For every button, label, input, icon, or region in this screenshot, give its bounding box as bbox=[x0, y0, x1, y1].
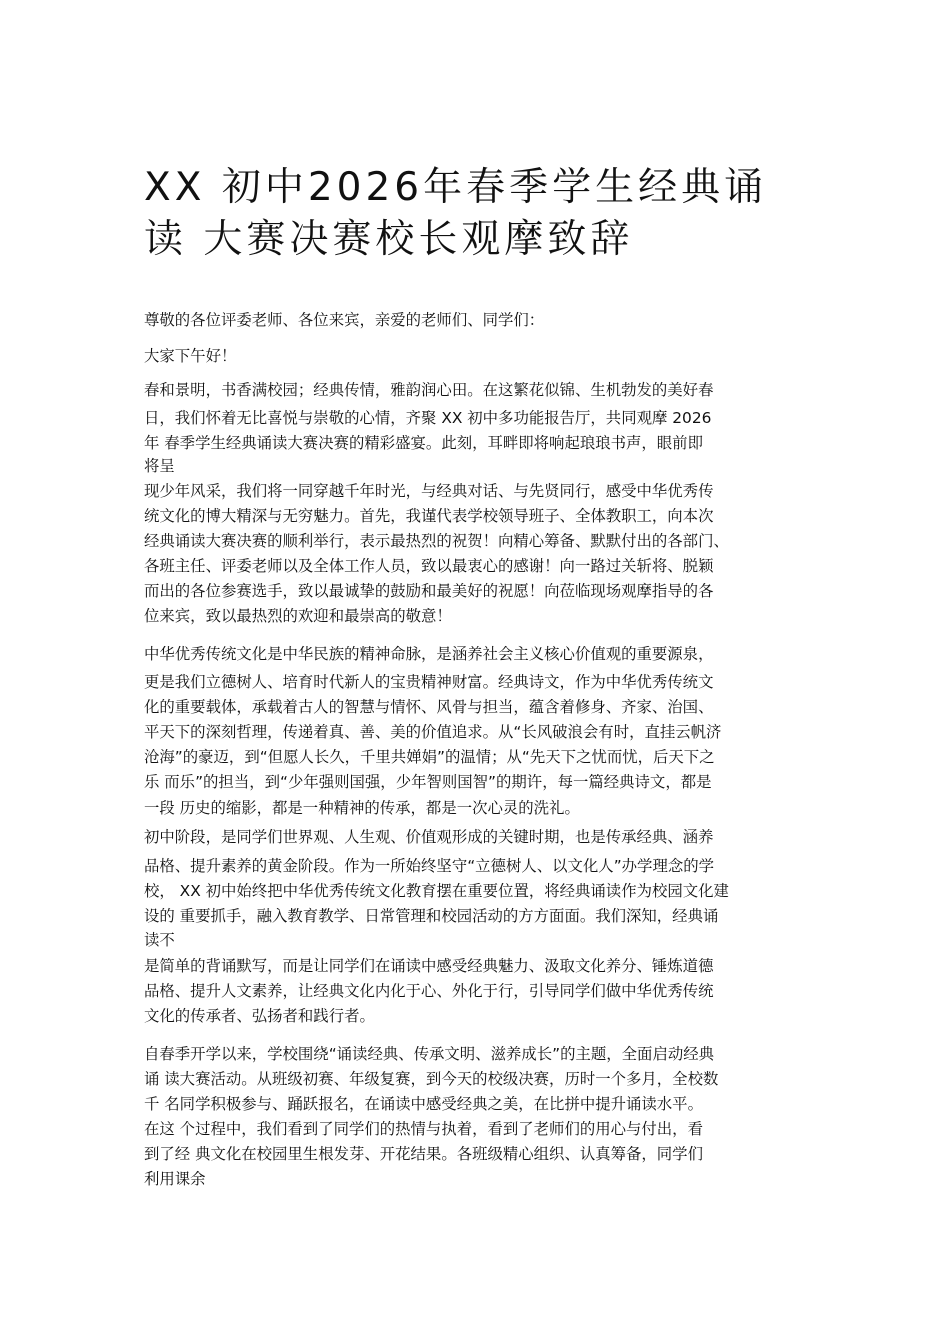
text-line: 中华优秀传统文化是中华民族的精神命脉，是涵养社会主义核心价值观的重要源泉， bbox=[144, 645, 714, 663]
title-line-2: 读 大赛决赛校长观摩致辞 bbox=[144, 217, 634, 262]
document-title bbox=[144, 162, 834, 266]
text-line: 是简单的背诵默写，而是让同学们在诵读中感受经典魅力、汲取文化养分、锤炼道德 bbox=[144, 957, 714, 975]
text-line: 一段 历史的缩影，都是一种精神的传承，都是一次心灵的洗礼。 bbox=[144, 799, 580, 817]
text-line: 尊敬的各位评委老师、各位来宾，亲爱的老师们、同学们： bbox=[144, 311, 545, 329]
text-line: 春和景明，书香满校园；经典传情，雅韵润心田。在这繁花似锦、生机勃发的美好春 bbox=[144, 381, 714, 399]
text-line: 现少年风采，我们将一同穿越千年时光，与经典对话、与先贤同行，感受中华优秀传 bbox=[144, 482, 714, 500]
text-line: 乐 而乐”的担当，到“少年强则国强，少年智则国智”的期许，每一篇经典诗文，都是 bbox=[144, 773, 712, 791]
text-line: 在这 个过程中，我们看到了同学们的热情与执着，看到了老师们的用心与付出，看 bbox=[144, 1120, 703, 1138]
text-line: 校， XX 初中始终把中华优秀传统文化教育摆在重要位置，将经典诵读作为校园文化建 bbox=[144, 882, 729, 900]
text-line: 诵 读大赛活动。从班级初赛、年级复赛，到今天的校级决赛，历时一个多月，全校数 bbox=[144, 1070, 719, 1088]
text-line: 更是我们立德树人、培育时代新人的宝贵精神财富。经典诗文，作为中华优秀传统文 bbox=[144, 673, 714, 691]
text-line: 各班主任、评委老师以及全体工作人员，致以最衷心的感谢！向一路过关斩将、脱颖 bbox=[144, 557, 714, 575]
text-line: 到了经 典文化在校园里生根发芽、开花结果。各班级精心组织、认真筹备，同学们 bbox=[144, 1145, 703, 1163]
title-line-1: XX 初中2026年春季学生经典诵 bbox=[144, 165, 768, 210]
text-line: 利用课余 bbox=[144, 1170, 206, 1188]
text-line: 自春季开学以来，学校围绕“诵读经典、传承文明、滋养成长”的主题，全面启动经典 bbox=[144, 1045, 715, 1063]
text-line: 年 春季学生经典诵读大赛决赛的精彩盛宴。此刻，耳畔即将响起琅琅书声，眼前即 bbox=[144, 434, 703, 452]
text-line: 文化的传承者、弘扬者和践行者。 bbox=[144, 1007, 375, 1025]
text-line: 品格、提升人文素养，让经典文化内化于心、外化于行，引导同学们做中华优秀传统 bbox=[144, 982, 714, 1000]
text-line: 经典诵读大赛决赛的顺利举行，表示最热烈的祝贺！向精心筹备、默默付出的各部门、 bbox=[144, 532, 729, 550]
text-line: 化的重要载体，承载着古人的智慧与情怀、风骨与担当，蕴含着修身、齐家、治国、 bbox=[144, 698, 714, 716]
text-line: 平天下的深刻哲理，传递着真、善、美的价值追求。从“长风破浪会有时，直挂云帆济 bbox=[144, 723, 722, 741]
text-line: 设的 重要抓手，融入教育教学、日常管理和校园活动的方方面面。我们深知，经典诵 bbox=[144, 907, 719, 925]
text-line: 沧海”的豪迈，到“但愿人长久，千里共婵娟”的温情；从“先天下之忧而忧，后天下之 bbox=[144, 748, 715, 766]
text-line: 统文化的博大精深与无穷魅力。首先，我谨代表学校领导班子、全体教职工，向本次 bbox=[144, 507, 714, 525]
text-line: 日，我们怀着无比喜悦与崇敬的心情，齐聚 XX 初中多功能报告厅，共同观摩 2026 bbox=[144, 409, 712, 427]
text-line: 品格、提升素养的黄金阶段。作为一所始终坚守“立德树人、以文化人”办学理念的学 bbox=[144, 857, 715, 875]
text-line: 而出的各位参赛选手，致以最诚挚的鼓励和最美好的祝愿！向莅临现场观摩指导的各 bbox=[144, 582, 714, 600]
text-line: 初中阶段，是同学们世界观、人生观、价值观形成的关键时期，也是传承经典、涵养 bbox=[144, 828, 714, 846]
text-line: 位来宾，致以最热烈的欢迎和最崇高的敬意！ bbox=[144, 607, 452, 625]
text-line: 读不 bbox=[144, 931, 175, 949]
text-line: 大家下午好！ bbox=[144, 347, 237, 365]
text-line: 将呈 bbox=[144, 457, 175, 475]
text-line: 千 名同学积极参与、踊跃报名，在诵读中感受经典之美，在比拼中提升诵读水平。 bbox=[144, 1095, 703, 1113]
